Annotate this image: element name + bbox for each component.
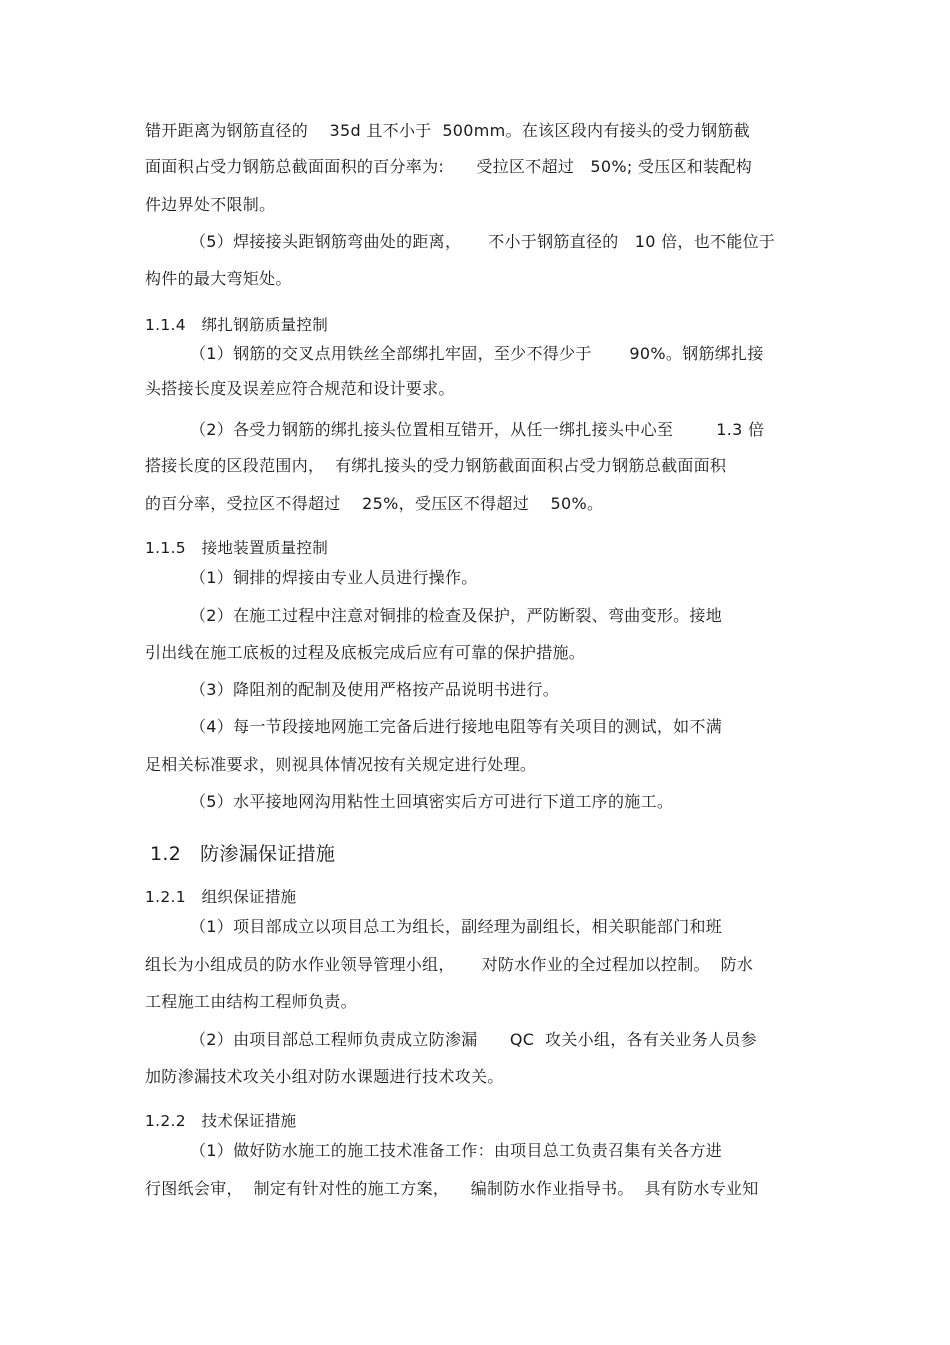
- section-heading-1-1-5: 1.1.5 接地装置质量控制: [145, 539, 329, 557]
- section-heading-1-2-1: 1.2.1 组织保证措施: [145, 888, 297, 906]
- paragraph-line: （2）各受力钢筋的绑扎接头位置相互错开，从任一绑扎接头中心至 1.3 倍: [190, 420, 765, 439]
- paragraph-line: （2）由项目部总工程师负责成立防渗漏 QC 攻关小组，各有关业务人员参: [190, 1030, 757, 1049]
- paragraph-line: 头搭接长度及误差应符合规范和设计要求。: [145, 379, 455, 398]
- section-heading-1-2: 1.2 防渗漏保证措施: [150, 843, 336, 865]
- paragraph-line: （1）钢筋的交叉点用铁丝全部绑扎牢固，至少不得少于 90%。钢筋绑扎接: [190, 344, 764, 363]
- section-heading-1-1-4: 1.1.4 绑扎钢筋质量控制: [145, 316, 329, 334]
- paragraph-line: 引出线在施工底板的过程及底板完成后应有可靠的保护措施。: [145, 643, 586, 662]
- paragraph-line: 构件的最大弯矩处。: [145, 269, 292, 288]
- paragraph-line: 的百分率，受拉区不得超过 25%，受压区不得超过 50%。: [145, 494, 604, 513]
- paragraph-line: 工程施工由结构工程师负责。: [145, 992, 357, 1011]
- paragraph-line: （1）做好防水施工的施工技术准备工作：由项目总工负责召集有关各方进: [190, 1141, 723, 1160]
- paragraph-line: 组长为小组成员的防水作业领导管理小组， 对防水作业的全过程加以控制。 防水: [145, 955, 754, 974]
- paragraph-line: 面面积占受力钢筋总截面面积的百分率为: 受拉区不超过 50%; 受压区和装配构: [145, 157, 753, 176]
- paragraph-line: （2）在施工过程中注意对铜排的检查及保护，严防断裂、弯曲变形。接地: [190, 606, 723, 625]
- paragraph-line: 行图纸会审， 制定有针对性的施工方案， 编制防水作业指导书。 具有防水专业知: [145, 1179, 759, 1198]
- paragraph-line: 错开距离为钢筋直径的 35d 且不小于 500mm。在该区段内有接头的受力钢筋截: [145, 121, 751, 140]
- paragraph-line: 加防渗漏技术攻关小组对防水课题进行技术攻关。: [145, 1067, 504, 1086]
- paragraph-line: （5）焊接接头距钢筋弯曲处的距离， 不小于钢筋直径的 10 倍，也不能位于: [190, 232, 776, 251]
- paragraph-line: 件边界处不限制。: [145, 195, 276, 214]
- paragraph-line: （3）降阻剂的配制及使用严格按产品说明书进行。: [190, 680, 560, 699]
- section-heading-1-2-2: 1.2.2 技术保证措施: [145, 1112, 297, 1130]
- paragraph-line: 搭接长度的区段范围内， 有绑扎接头的受力钢筋截面面积占受力钢筋总截面面积: [145, 456, 727, 475]
- paragraph-line: （1）项目部成立以项目总工为组长，副经理为副组长，相关职能部门和班: [190, 917, 723, 936]
- paragraph-line: 足相关标准要求，则视具体情况按有关规定进行处理。: [145, 755, 537, 774]
- paragraph-line: （1）铜排的焊接由专业人员进行操作。: [190, 568, 478, 587]
- paragraph-line: （5）水平接地网沟用粘性土回填密实后方可进行下道工序的施工。: [190, 792, 674, 811]
- paragraph-line: （4）每一节段接地网施工完备后进行接地电阻等有关项目的测试，如不满: [190, 717, 723, 736]
